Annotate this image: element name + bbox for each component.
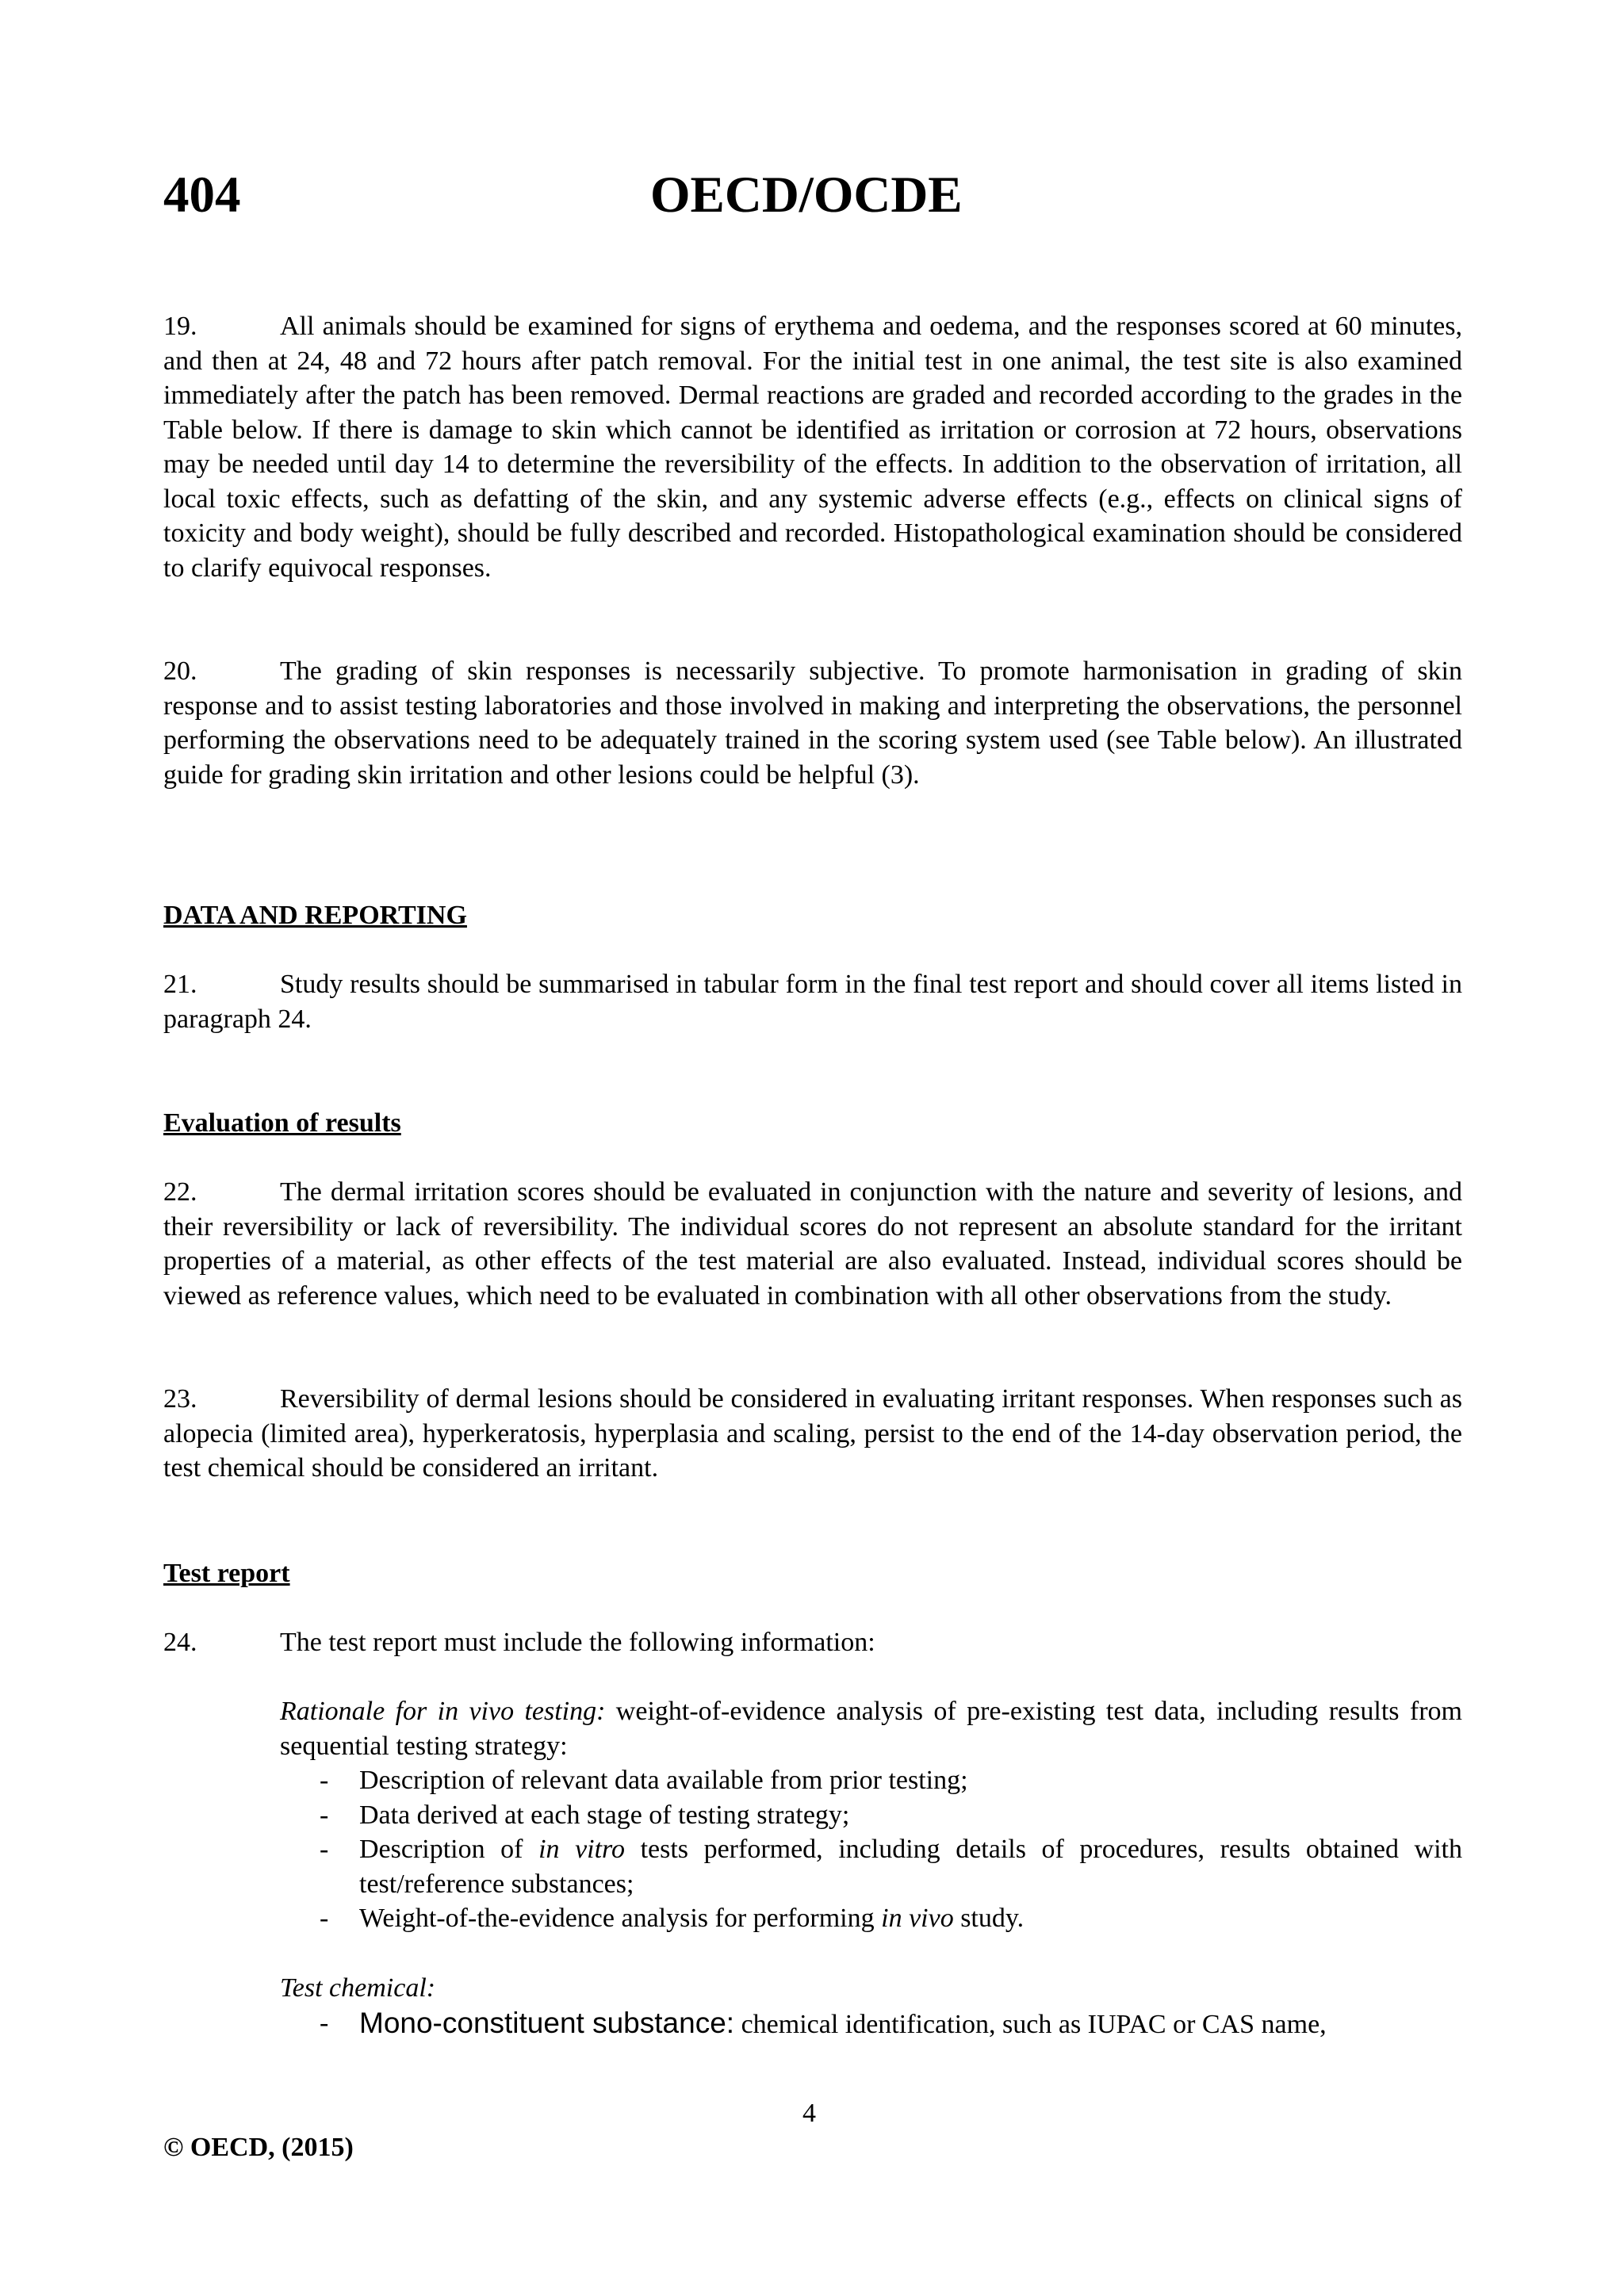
test-chemical-label: Test chemical:: [280, 1973, 436, 2003]
paragraph-19: [163, 309, 1462, 585]
paragraph-text: Reversibility of dermal lesions should be considered in evaluating irritant responses. When responses such as alopecia (limited area), hyperkeratosis, hyperplasia and scaling, persist to the end of the 14-day observation period, the test chemical should be considered an irritant.: [163, 1384, 1462, 1483]
paragraph-number: 20.: [163, 656, 197, 686]
list-dash: -: [320, 1835, 329, 1864]
footer-page-number: 4: [802, 2099, 816, 2128]
paragraph-text: The grading of skin responses is necessarily subjective. To promote harmonisation in grading of skin response and to assist testing laboratories and those involved in making and interpreting the observations, the personnel performing the observations need to be adequately trained in the scoring system used (see Table below). An illustrated guide for grading skin irritation and other lesions could be helpful (3).: [163, 656, 1462, 790]
paragraph-text: The dermal irritation scores should be evaluated in conjunction with the nature and severity of lesions, and their reversibility or lack of reversibility. The individual scores do not represent an absolute standard for the irritant properties of a material, as other effects of the test material are also evaluated. Instead, individual scores should be viewed as reference values, which need to be evaluated in combination with all other observations from the study.: [163, 1177, 1462, 1311]
paragraph-21: [163, 967, 1462, 1036]
list-item: [280, 1901, 1462, 1936]
list-item-lead: Mono-constituent substance:: [359, 2007, 735, 2039]
list-item-text: Description of relevant data available from prior testing;: [359, 1766, 968, 1795]
paragraph-number: 21.: [163, 970, 197, 999]
header-page-number: 404: [163, 166, 241, 224]
list-dash: -: [320, 1800, 329, 1830]
list-dash: -: [320, 1766, 329, 1795]
paragraph-text: Study results should be summarised in tabular form in the final test report and should cover all items listed in paragraph 24.: [163, 970, 1462, 1034]
list-item: [280, 1763, 1462, 1798]
paragraph-text: The test report must include the following information:: [280, 1628, 875, 1657]
paragraph-24: [163, 1625, 1462, 1660]
paragraph-number: 24.: [163, 1628, 197, 1657]
heading-data-and-reporting: DATA AND REPORTING: [163, 901, 467, 930]
paragraph-text: All animals should be examined for signs of erythema and oedema, and the responses scored at 60 minutes, and then at 24, 48 and 72 hours after patch removal. For the initial test in one animal, the test site is also examined immediately after the patch has been removed. Dermal reactions are graded and recorded according to the grades in the Table below. If there is damage to skin which cannot be identified as irritation or corrosion at 72 hours, observations may be needed until day 14 to determine the reversibility of the effects. In addition to the observation of irritation, all local toxic effects, such as defatting of the skin, and any systemic adverse effects (e.g., effects on clinical signs of toxicity and body weight), should be fully described and recorded. Histopathological examination should be considered to clarify equivocal responses.: [163, 312, 1462, 583]
rationale-list: [280, 1763, 1462, 1936]
heading-test-report: Test report: [163, 1559, 290, 1588]
rationale-intro: [280, 1694, 1462, 1763]
list-dash: -: [320, 2008, 329, 2038]
list-item-text: Description of: [359, 1835, 539, 1864]
heading-evaluation-of-results: Evaluation of results: [163, 1108, 401, 1138]
test-chemical-list: [280, 2006, 1462, 2042]
list-item-text: chemical identification, such as IUPAC or CAS name,: [734, 2010, 1327, 2039]
footer-copyright: © OECD, (2015): [163, 2133, 354, 2162]
list-item-emphasis: in vitro: [538, 1835, 626, 1864]
paragraph-number: 22.: [163, 1177, 197, 1207]
list-item: [280, 1832, 1462, 1901]
paragraph-23: [163, 1382, 1462, 1486]
list-item-text: Weight-of-the-evidence analysis for performing: [359, 1904, 882, 1933]
list-item-text: Data derived at each stage of testing strategy;: [359, 1800, 850, 1830]
header-title: OECD/OCDE: [650, 166, 963, 224]
list-item-text: tests performed, including details of procedures, results obtained with test/reference substances;: [359, 1835, 1463, 1899]
list-item: [280, 2006, 1462, 2042]
list-item: [280, 1798, 1462, 1833]
rationale-label: Rationale for in vivo testing:: [280, 1697, 606, 1726]
list-dash: -: [320, 1904, 329, 1933]
paragraph-22: [163, 1175, 1462, 1313]
paragraph-20: [163, 654, 1462, 792]
list-item-emphasis: in vivo: [881, 1904, 954, 1933]
paragraph-number: 23.: [163, 1384, 197, 1414]
list-item-text: study.: [953, 1904, 1025, 1933]
paragraph-number: 19.: [163, 312, 197, 341]
rationale-text: weight-of-evidence analysis of pre-existing test data, including results from sequential testing strategy:: [280, 1697, 1463, 1761]
